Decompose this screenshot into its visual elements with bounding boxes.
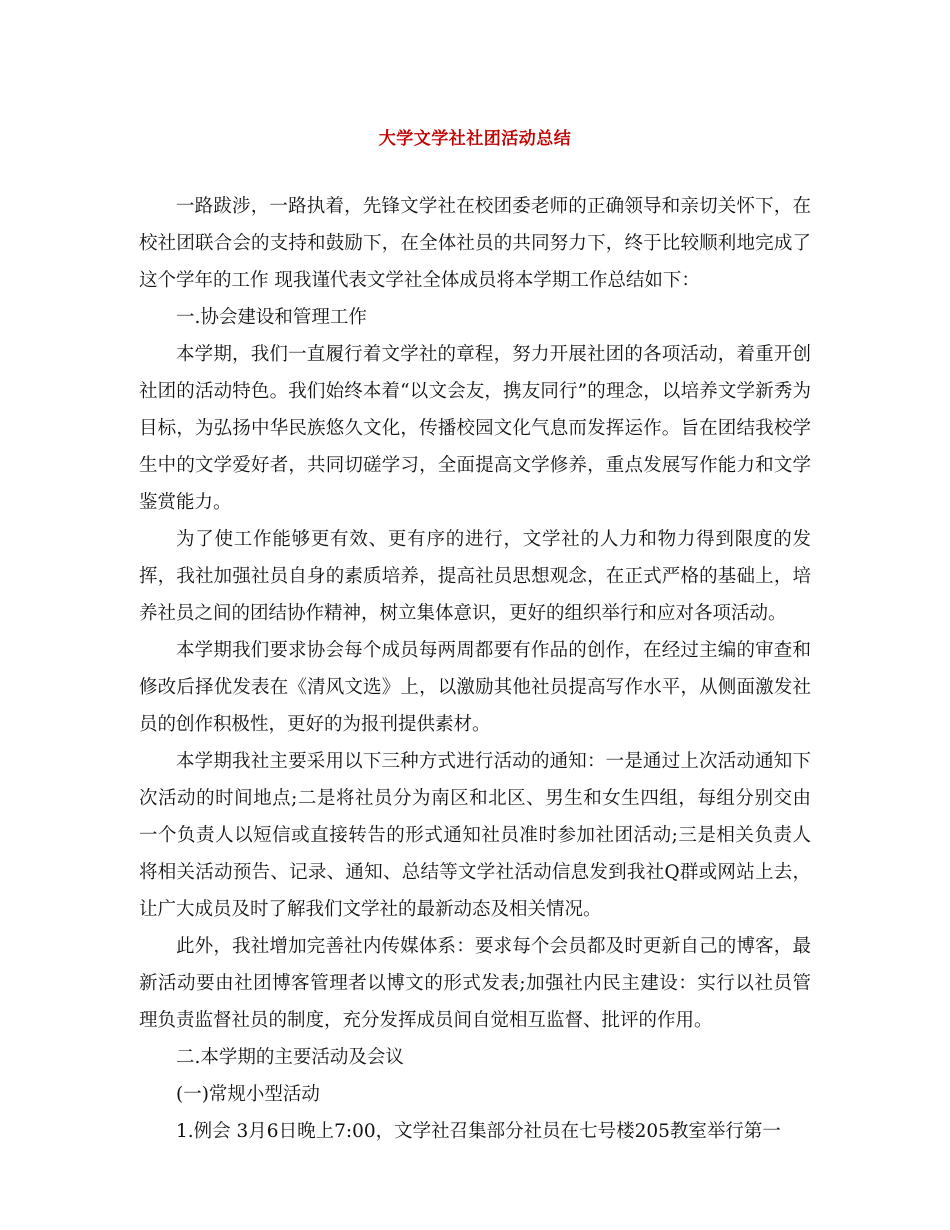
section-heading-1: 一.协会建设和管理工作	[176, 307, 367, 328]
section-heading-2: 二.本学期的主要活动及会议	[176, 1047, 404, 1068]
document-body	[139, 188, 811, 1150]
paragraph-meeting: 1.例会 3月6日晚上7:00，文学社召集部分社员在七号楼205教室举行第一	[176, 1121, 781, 1142]
document-title: 大学文学社社团活动总结	[378, 129, 572, 149]
paragraph-intro: 一路跋涉，一路执着，先锋文学社在校团委老师的正确领导和亲切关怀下，在校社团联合会的支持和鼓励下，在全体社员的共同努力下，终于比较顺利地完成了这个学年的工作 现我谨代表文学社全体成员将本学期工作总结如下：	[139, 196, 811, 291]
subsection-heading: (一)常规小型活动	[176, 1084, 320, 1105]
paragraph-media: 此外，我社增加完善社内传媒体系：要求每个会员都及时更新自己的博客，最新活动要由社团博客管理者以博文的形式发表;加强社内民主建设：实行以社员管理负责监督社员的制度，充分发挥成员间自觉相互监督、批评的作用。	[139, 936, 811, 1031]
paragraph-notification: 本学期我社主要采用以下三种方式进行活动的通知：一是通过上次活动通知下次活动的时间地点;二是将社员分为南区和北区、男生和女生四组，每组分别交由一个负责人以短信或直接转告的形式通知社员准时参加社团活动;三是相关负责人将相关活动预告、记录、通知、总结等文学社活动信息发到我社Q群或网站上去，让广大成员及时了解我们文学社的最新动态及相关情况。	[139, 751, 811, 920]
paragraph-efficiency: 为了使工作能够更有效、更有序的进行，文学社的人力和物力得到限度的发挥，我社加强社员自身的素质培养，提高社员思想观念，在正式严格的基础上，培养社员之间的团结协作精神，树立集体意识，更好的组织举行和应对各项活动。	[139, 529, 811, 624]
paragraph-works: 本学期我们要求协会每个成员每两周都要有作品的创作，在经过主编的审查和修改后择优发表在《清风文选》上，以激励其他社员提高写作水平，从侧面激发社员的创作积极性，更好的为报刊提供素材。	[139, 640, 811, 735]
paragraph-charter: 本学期，我们一直履行着文学社的章程，努力开展社团的各项活动，着重开创社团的活动特色。我们始终本着“以文会友，携友同行”的理念，以培养文学新秀为目标，为弘扬中华民族悠久文化，传播校园文化气息而发挥运作。旨在团结我校学生中的文学爱好者，共同切磋学习，全面提高文学修养，重点发展写作能力和文学鉴赏能力。	[139, 344, 811, 513]
